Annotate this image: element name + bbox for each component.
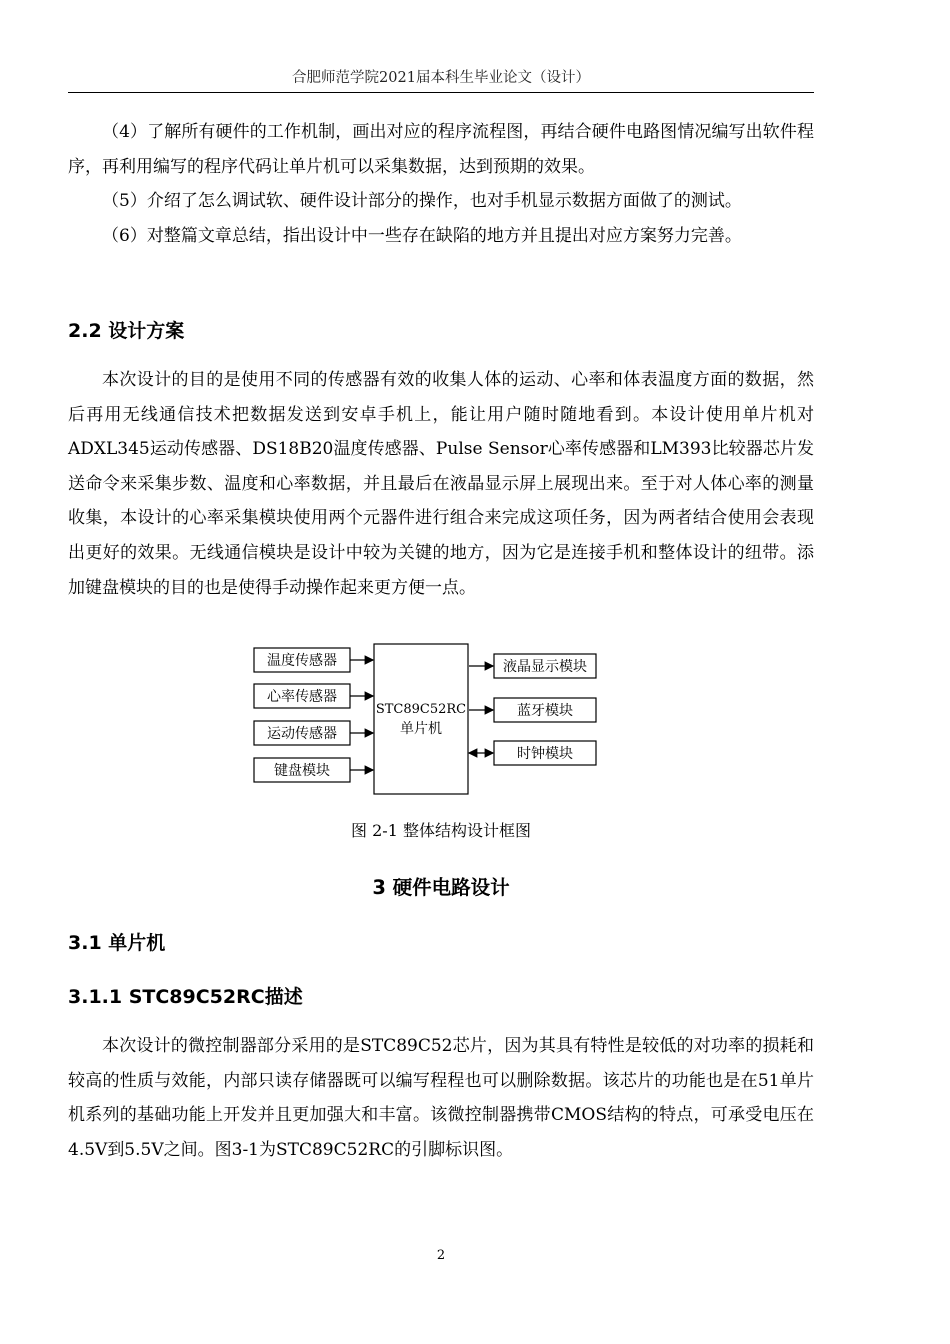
input-block-3 — [254, 721, 373, 745]
section-2-2-paragraph: 本次设计的目的是使用不同的传感器有效的收集人体的运动、心率和体表温度方面的数据，然后再用无线通信技术把数据发送到安卓手机上，能让用户随时随地看到。本设计使用单片机对ADXL345运动传感器、DS18B20温度传感器、Pulse Sensor心率传感器和LM393比较器芯片发送命令来采集步数、温度和心率数据，并且最后在液晶显示屏上展现出来。至于对人体心率的测量收集，本设计的心率采集模块使用两个元器件进行组合来完成这项任务，因为两者结合使用会表现出更好的效果。无线通信模块是设计中较为关键的地方，因为它是连接手机和整体设计的纽带。添加键盘模块的目的也是使得手动操作起来更方便一点。 — [68, 370, 814, 598]
header-rule — [68, 92, 814, 93]
mcu-label-model: STC89C52RC — [375, 702, 467, 717]
chapter-3-heading: 3 硬件电路设计 — [372, 876, 510, 899]
input-block-2 — [254, 684, 373, 708]
output-block-label: 蓝牙模块 — [517, 703, 573, 719]
structure-block-diagram — [250, 640, 605, 800]
section-2-2-heading: 2.2 设计方案 — [68, 320, 185, 342]
page-number: 2 — [436, 1248, 446, 1263]
input-block-label: 运动传感器 — [267, 726, 337, 742]
intro-item-6: （6）对整篇文章总结，指出设计中一些存在缺陷的地方并且提出对应方案努力完善。 — [102, 226, 742, 246]
section-3-1-1-paragraph: 本次设计的微控制器部分采用的是STC89C52芯片，因为其具有特性是较低的对功率的损耗和较高的性质与效能，内部只读存储器既可以编写程程也可以删除数据。该芯片的功能也是在51单片机系列的基础功能上开发并且更加强大和丰富。该微控制器携带CMOS结构的特点，可承受电压在4.5V到5.5V之间。图3-1为STC89C52RC的引脚标识图。 — [68, 1036, 814, 1160]
input-block-label: 心率传感器 — [267, 689, 337, 705]
input-block-1 — [254, 648, 373, 672]
output-block-1 — [469, 654, 596, 678]
input-block-label: 键盘模块 — [274, 763, 330, 779]
output-block-label: 时钟模块 — [517, 746, 573, 762]
mcu-label-name: 单片机 — [400, 721, 442, 737]
section-3-1-heading: 3.1 单片机 — [68, 932, 166, 954]
intro-item-5: （5）介绍了怎么调试软、硬件设计部分的操作，也对手机显示数据方面做了的测试。 — [102, 191, 742, 211]
intro-item-4: （4）了解所有硬件的工作机制，画出对应的程序流程图，再结合硬件电路图情况编写出软件程序，再利用编写的程序代码让单片机可以采集数据，达到预期的效果。 — [68, 122, 814, 177]
input-block-4 — [254, 758, 373, 782]
running-header: 合肥师范学院2021届本科生毕业论文（设计） — [292, 70, 590, 86]
figure-caption: 图 2-1 整体结构设计框图 — [351, 821, 531, 840]
output-block-label: 液晶显示模块 — [503, 659, 587, 675]
section-3-1-1-heading: 3.1.1 STC89C52RC描述 — [68, 986, 303, 1008]
mcu-block — [374, 644, 468, 794]
output-blocks — [469, 654, 596, 765]
input-block-label: 温度传感器 — [267, 653, 337, 669]
input-blocks — [254, 648, 373, 782]
output-block-3 — [469, 741, 596, 765]
output-block-2 — [469, 698, 596, 722]
